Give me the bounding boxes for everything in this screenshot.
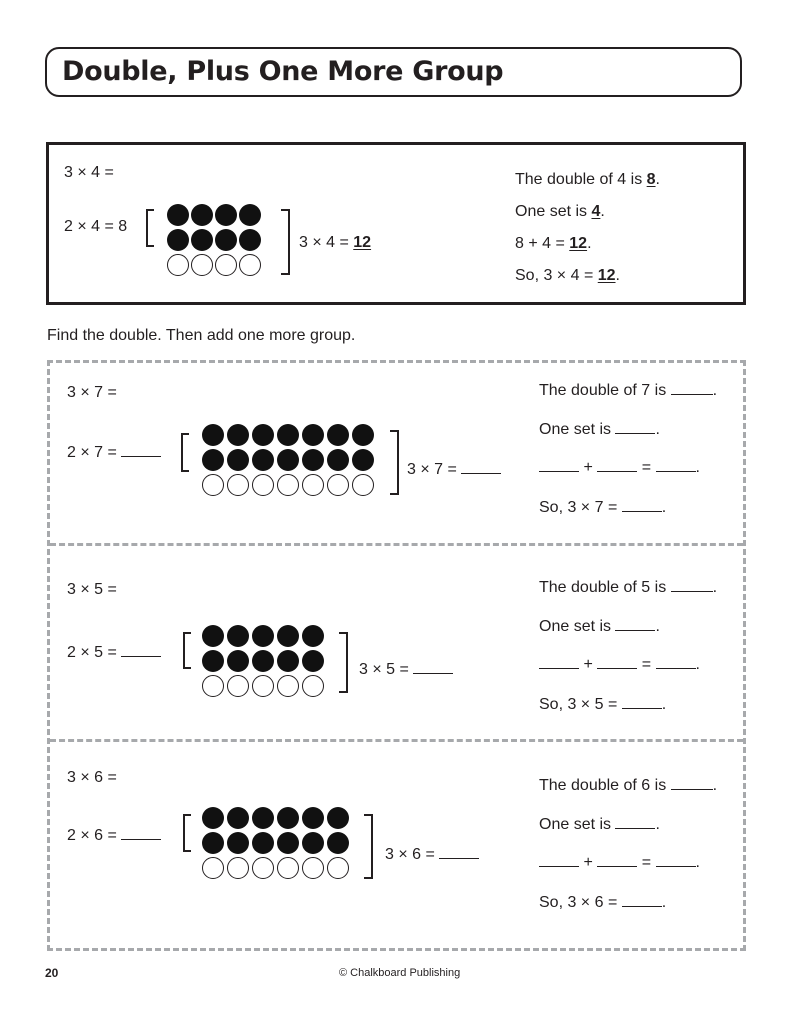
example-result bbox=[299, 234, 371, 252]
result-label: 3 × 7 = bbox=[407, 461, 457, 478]
empty-counter bbox=[252, 675, 274, 697]
problem-3-double-line bbox=[539, 776, 717, 795]
example-explanation-1 bbox=[515, 171, 660, 189]
line-text: So, 3 × 5 = bbox=[539, 696, 618, 713]
period: . bbox=[695, 459, 700, 476]
answer-blank[interactable] bbox=[539, 458, 579, 472]
empty-counter bbox=[202, 857, 224, 879]
filled-counter bbox=[239, 204, 261, 226]
filled-counter bbox=[277, 650, 299, 672]
filled-counter bbox=[277, 832, 299, 854]
empty-counter bbox=[227, 857, 249, 879]
explanation-answer: 12 bbox=[597, 267, 616, 284]
empty-counter bbox=[302, 474, 324, 496]
answer-blank[interactable] bbox=[461, 460, 501, 474]
answer-blank[interactable] bbox=[622, 695, 662, 709]
example-bracket-right bbox=[281, 209, 290, 275]
answer-blank[interactable] bbox=[622, 498, 662, 512]
empty-counter bbox=[252, 474, 274, 496]
example-explanation-4 bbox=[515, 267, 620, 285]
plus-sign: + bbox=[583, 854, 593, 871]
filled-counter bbox=[202, 650, 224, 672]
answer-blank[interactable] bbox=[656, 655, 696, 669]
filled-counter bbox=[252, 625, 274, 647]
problem-1-double-line bbox=[539, 381, 717, 400]
result-label: 3 × 5 = bbox=[359, 661, 409, 678]
explanation-text: The double of 4 is bbox=[515, 171, 647, 188]
empty-counter bbox=[277, 474, 299, 496]
filled-counter bbox=[352, 424, 374, 446]
answer-blank[interactable] bbox=[622, 893, 662, 907]
filled-counter bbox=[277, 449, 299, 471]
answer-blank[interactable] bbox=[615, 420, 655, 434]
problem-2-result bbox=[359, 660, 453, 679]
answer-blank[interactable] bbox=[656, 853, 696, 867]
period: . bbox=[695, 656, 700, 673]
empty-counter bbox=[277, 857, 299, 879]
section-divider bbox=[50, 543, 743, 546]
problem-3-prompt: 3 × 6 = bbox=[67, 769, 117, 786]
period: . bbox=[661, 499, 667, 516]
answer-blank[interactable] bbox=[413, 660, 453, 674]
period: . bbox=[712, 382, 718, 399]
filled-counter bbox=[227, 650, 249, 672]
empty-counter bbox=[227, 675, 249, 697]
page-number: 20 bbox=[45, 966, 59, 980]
example-explanation-3 bbox=[515, 235, 592, 253]
problem-1-double bbox=[67, 443, 161, 462]
problem-1-result bbox=[407, 460, 501, 479]
filled-counter bbox=[302, 625, 324, 647]
period: . bbox=[655, 816, 660, 833]
answer-blank[interactable] bbox=[615, 815, 655, 829]
filled-counter bbox=[302, 424, 324, 446]
period: . bbox=[695, 854, 700, 871]
problem-1-so-line bbox=[539, 498, 666, 517]
instruction-text: Find the double. Then add one more group. bbox=[47, 327, 356, 344]
filled-counter bbox=[167, 204, 189, 226]
equals-sign: = bbox=[641, 854, 652, 871]
problem-3-so-line bbox=[539, 893, 666, 912]
line-text: One set is bbox=[539, 618, 612, 635]
answer-blank[interactable] bbox=[121, 643, 161, 657]
filled-counter bbox=[202, 625, 224, 647]
answer-blank[interactable] bbox=[539, 655, 579, 669]
explanation-answer: 12 bbox=[569, 235, 588, 252]
problem-1-prompt: 3 × 7 = bbox=[67, 384, 117, 401]
explanation-period: . bbox=[587, 235, 592, 252]
filled-counter bbox=[327, 807, 349, 829]
filled-counter bbox=[202, 449, 224, 471]
problem-2-addition-line bbox=[539, 655, 700, 674]
practice-box bbox=[47, 360, 746, 951]
result-label: 3 × 6 = bbox=[385, 846, 435, 863]
filled-counter bbox=[302, 832, 324, 854]
example-problem: 3 × 4 = bbox=[64, 164, 114, 181]
problem-2-so-line bbox=[539, 695, 666, 714]
filled-counter bbox=[167, 229, 189, 251]
period: . bbox=[661, 696, 667, 713]
line-text: The double of 7 is bbox=[539, 382, 667, 399]
double-label: 2 × 7 = bbox=[67, 444, 117, 461]
period: . bbox=[661, 894, 667, 911]
equals-sign: = bbox=[641, 459, 652, 476]
explanation-text: So, 3 × 4 = bbox=[515, 267, 598, 284]
explanation-text: 8 + 4 = bbox=[515, 235, 570, 252]
answer-blank[interactable] bbox=[597, 655, 637, 669]
answer-blank[interactable] bbox=[671, 776, 713, 790]
filled-counter bbox=[327, 424, 349, 446]
problem-1-bracket-right bbox=[390, 430, 399, 495]
line-text: So, 3 × 7 = bbox=[539, 499, 618, 516]
empty-counter bbox=[277, 675, 299, 697]
empty-counter bbox=[215, 254, 237, 276]
explanation-period: . bbox=[655, 171, 660, 188]
example-box bbox=[46, 142, 746, 305]
empty-counter bbox=[327, 857, 349, 879]
filled-counter bbox=[227, 832, 249, 854]
period: . bbox=[712, 777, 718, 794]
empty-counter bbox=[227, 474, 249, 496]
problem-3-double bbox=[67, 826, 161, 845]
line-text: One set is bbox=[539, 421, 612, 438]
filled-counter bbox=[277, 807, 299, 829]
problem-1-bracket-left bbox=[181, 433, 189, 472]
empty-counter bbox=[202, 675, 224, 697]
problem-2-double bbox=[67, 643, 161, 662]
filled-counter bbox=[239, 229, 261, 251]
line-text: The double of 6 is bbox=[539, 777, 667, 794]
line-text: One set is bbox=[539, 816, 612, 833]
line-text: So, 3 × 6 = bbox=[539, 894, 618, 911]
equals-sign: = bbox=[641, 656, 652, 673]
problem-3-addition-line bbox=[539, 853, 700, 872]
empty-counter bbox=[167, 254, 189, 276]
filled-counter bbox=[202, 807, 224, 829]
problem-2-prompt: 3 × 5 = bbox=[67, 581, 117, 598]
filled-counter bbox=[227, 625, 249, 647]
answer-blank[interactable] bbox=[439, 845, 479, 859]
plus-sign: + bbox=[583, 459, 593, 476]
explanation-answer: 4 bbox=[591, 203, 601, 220]
empty-counter bbox=[191, 254, 213, 276]
example-result-value: 12 bbox=[353, 234, 372, 251]
empty-counter bbox=[252, 857, 274, 879]
problem-1-one-set-line bbox=[539, 420, 660, 439]
example-double-equation: 2 × 4 = 8 bbox=[64, 218, 128, 235]
filled-counter bbox=[227, 807, 249, 829]
problem-2-double-line bbox=[539, 578, 717, 597]
answer-blank[interactable] bbox=[656, 458, 696, 472]
filled-counter bbox=[277, 625, 299, 647]
problem-3-one-set-line bbox=[539, 815, 660, 834]
filled-counter bbox=[252, 650, 274, 672]
problem-3-result bbox=[385, 845, 479, 864]
period: . bbox=[655, 421, 660, 438]
filled-counter bbox=[252, 449, 274, 471]
title-box bbox=[45, 47, 742, 97]
explanation-text: One set is bbox=[515, 203, 592, 220]
empty-counter bbox=[202, 474, 224, 496]
empty-counter bbox=[239, 254, 261, 276]
problem-3-bracket-left bbox=[183, 814, 191, 852]
plus-sign: + bbox=[583, 656, 593, 673]
filled-counter bbox=[302, 807, 324, 829]
filled-counter bbox=[252, 832, 274, 854]
filled-counter bbox=[227, 449, 249, 471]
answer-blank[interactable] bbox=[615, 617, 655, 631]
answer-blank[interactable] bbox=[671, 381, 713, 395]
filled-counter bbox=[252, 807, 274, 829]
answer-blank[interactable] bbox=[671, 578, 713, 592]
answer-blank[interactable] bbox=[539, 853, 579, 867]
example-explanation-2 bbox=[515, 203, 605, 221]
problem-3-bracket-right bbox=[364, 814, 373, 879]
filled-counter bbox=[302, 449, 324, 471]
double-label: 2 × 5 = bbox=[67, 644, 117, 661]
problem-2-one-set-line bbox=[539, 617, 660, 636]
filled-counter bbox=[327, 832, 349, 854]
example-result-prefix: 3 × 4 = bbox=[299, 234, 354, 251]
answer-blank[interactable] bbox=[597, 853, 637, 867]
filled-counter bbox=[202, 424, 224, 446]
filled-counter bbox=[227, 424, 249, 446]
answer-blank[interactable] bbox=[121, 826, 161, 840]
problem-2-bracket-left bbox=[183, 632, 191, 669]
section-divider bbox=[50, 739, 743, 742]
answer-blank[interactable] bbox=[121, 443, 161, 457]
filled-counter bbox=[202, 832, 224, 854]
problem-2-bracket-right bbox=[339, 632, 348, 693]
problem-1-addition-line bbox=[539, 458, 700, 477]
filled-counter bbox=[277, 424, 299, 446]
explanation-period: . bbox=[600, 203, 605, 220]
filled-counter bbox=[252, 424, 274, 446]
explanation-answer: 8 bbox=[646, 171, 656, 188]
filled-counter bbox=[302, 650, 324, 672]
empty-counter bbox=[327, 474, 349, 496]
period: . bbox=[712, 579, 718, 596]
line-text: The double of 5 is bbox=[539, 579, 667, 596]
filled-counter bbox=[191, 229, 213, 251]
answer-blank[interactable] bbox=[597, 458, 637, 472]
empty-counter bbox=[352, 474, 374, 496]
empty-counter bbox=[302, 857, 324, 879]
filled-counter bbox=[352, 449, 374, 471]
example-bracket-left bbox=[146, 209, 154, 247]
filled-counter bbox=[327, 449, 349, 471]
double-label: 2 × 6 = bbox=[67, 827, 117, 844]
empty-counter bbox=[302, 675, 324, 697]
filled-counter bbox=[191, 204, 213, 226]
explanation-period: . bbox=[615, 267, 620, 284]
page-title: Double, Plus One More Group bbox=[62, 56, 504, 87]
period: . bbox=[655, 618, 660, 635]
filled-counter bbox=[215, 229, 237, 251]
publisher-credit: © Chalkboard Publishing bbox=[339, 967, 461, 979]
filled-counter bbox=[215, 204, 237, 226]
